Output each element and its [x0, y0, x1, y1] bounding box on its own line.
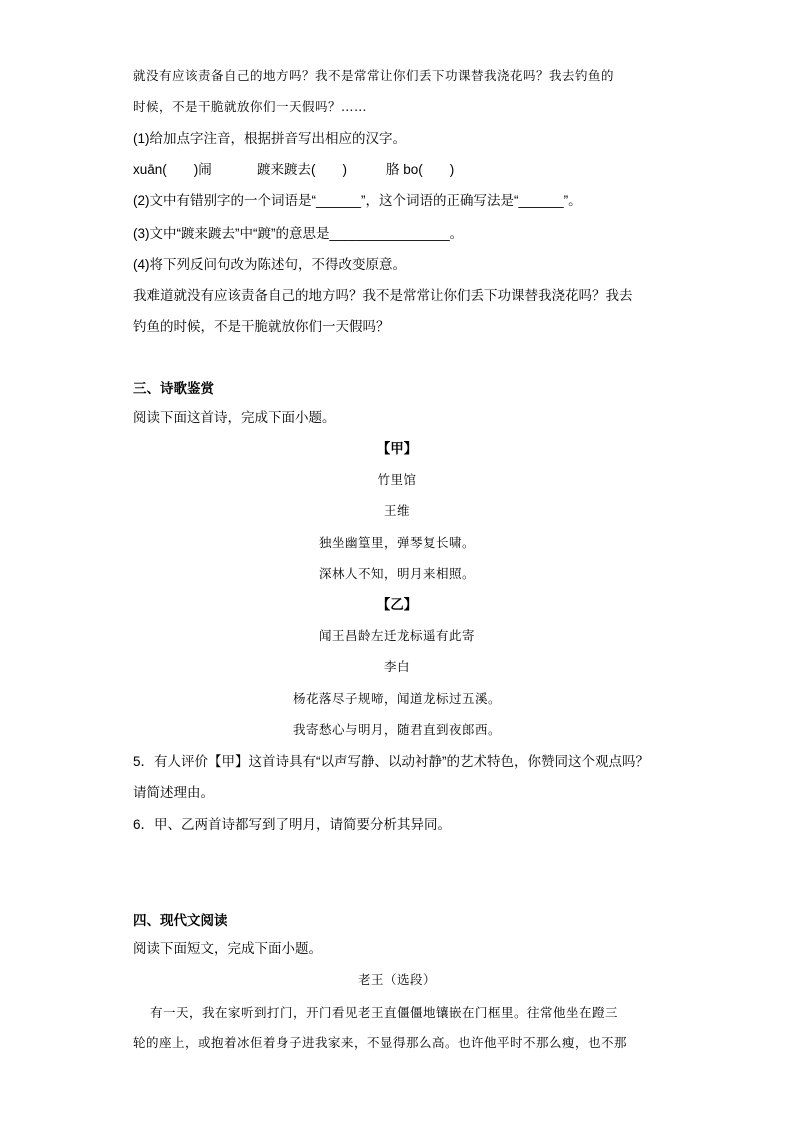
question-6: 6．甲、乙两首诗都写到了明月，请简要分析其异同。	[133, 817, 452, 832]
question-4-stem: (4)将下列反问句改为陈述句，不得改变原意。	[133, 257, 406, 272]
question-1-items	[133, 163, 454, 177]
section-heading: 四、现代文阅读	[133, 913, 228, 928]
poem-line: 深林人不知，明月来相照。	[318, 566, 475, 581]
poem-line: 杨花落尽子规啼，闻道龙标过五溪。	[292, 691, 501, 706]
poem-tag: 【甲】	[376, 441, 418, 456]
passage-line: 时候，不是干脆就放你们一天假吗？……	[133, 99, 368, 114]
section-intro: 阅读下面这首诗，完成下面小题。	[133, 410, 336, 425]
question-4-sentence: 钓鱼的时候，不是干脆就放你们一天假吗？	[133, 319, 390, 334]
section-heading: 三、诗歌鉴赏	[133, 381, 214, 396]
article-paragraph-line: 有一天，我在家听到打门，开门看见老王直僵僵地镶嵌在门框里。往常他坐在蹬三	[150, 1005, 619, 1020]
question-3: (3)文中“踱来踱去”中“踱”的意思是________________。	[133, 226, 464, 241]
question-1-stem: (1)给加点字注音，根据拼音写出相应的汉字。	[133, 131, 406, 146]
poem-line: 独坐幽篁里，弹琴复长啸。	[318, 535, 475, 550]
poem-title: 竹里馆	[377, 472, 417, 487]
passage-line: 就没有应该责备自己的地方吗？我不是常常让你们丢下功课替我浇花吗？我去钓鱼的	[133, 68, 615, 83]
poem-line: 我寄愁心与明月，随君直到夜郎西。	[292, 722, 501, 737]
pinyin-item: 胳 bo( )	[386, 162, 455, 177]
question-5: 5．有人评价【甲】这首诗具有“以声写静、以动衬静”的艺术特色，你赞同这个观点吗？	[133, 754, 649, 769]
question-5: 请简述理由。	[133, 785, 214, 800]
poem-author: 李白	[383, 659, 410, 674]
pinyin-item: xuān( )闹	[133, 162, 212, 177]
question-2: (2)文中有错别字的一个词语是“______”，这个词语的正确写法是“______”。	[133, 193, 582, 208]
pinyin-item: 踱来踱去( )	[257, 162, 347, 177]
section-intro: 阅读下面短文，完成下面小题。	[133, 941, 322, 956]
poem-title: 闻王昌龄左迁龙标遥有此寄	[318, 628, 475, 643]
poem-author: 王维	[383, 503, 410, 518]
article-paragraph-line: 轮的座上，或抱着冰佢着身子进我家来，不显得那么高。也许他平时不那么瘦，也不那	[133, 1035, 628, 1050]
question-4-sentence: 我难道就没有应该责备自己的地方吗？我不是常常让你们丢下功课替我浇花吗？我去	[133, 288, 633, 303]
article-title: 老王（选段）	[357, 972, 436, 987]
poem-tag: 【乙】	[376, 597, 418, 612]
